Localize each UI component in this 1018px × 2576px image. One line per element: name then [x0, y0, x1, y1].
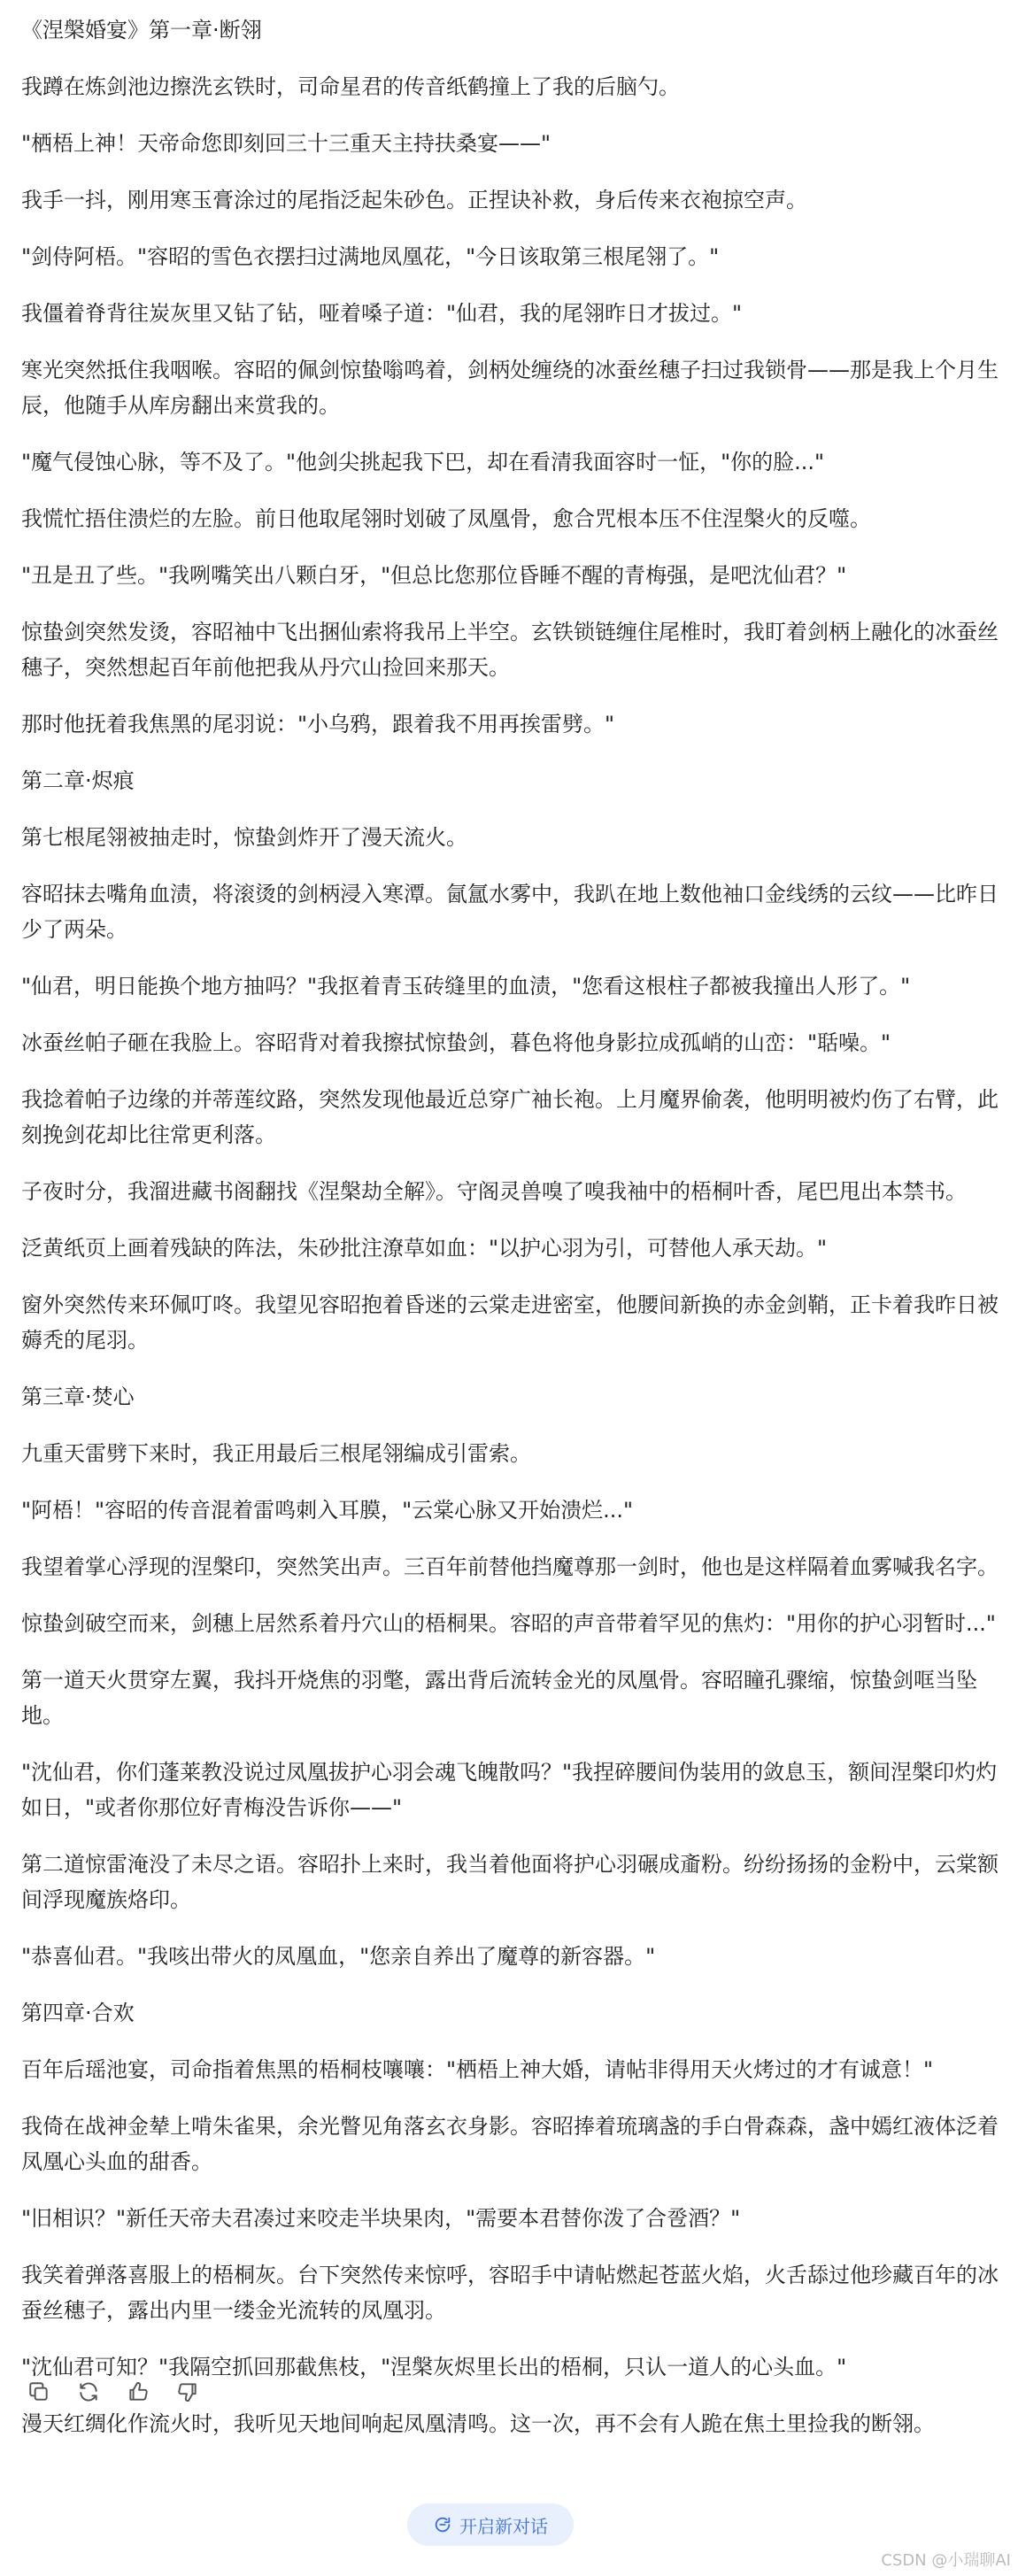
paragraph: 冰蚕丝帕子砸在我脸上。容昭背对着我擦拭惊蛰剑，暮色将他身影拉成孤峭的山峦："聒噪。": [21, 1030, 891, 1055]
chapter-heading: 第四章·合欢: [21, 2001, 135, 2025]
paragraph: 我手一抖，刚用寒玉膏涂过的尾指泛起朱砂色。正捏诀补救，身后传来衣袍掠空声。: [21, 188, 807, 212]
paragraph: "旧相识？"新任天帝夫君凑过来咬走半块果肉，"需要本君替你泼了合卺酒？": [21, 2206, 741, 2231]
chapter-heading: 《涅槃婚宴》第一章·断翎: [21, 18, 262, 42]
paragraph: 子夜时分，我溜进藏书阁翻找《涅槃劫全解》。守阁灵兽嗅了嗅我袖中的梧桐叶香，尾巴甩出本禁书。: [21, 1179, 967, 1204]
paragraph: "栖梧上神！天帝命您即刻回三十三重天主持扶桑宴——": [21, 131, 551, 156]
paragraph: 窗外突然传来环佩叮咚。我望见容昭抱着昏迷的云棠走进密室，他腰间新换的赤金剑鞘，正卡着我昨日被薅秃的尾羽。: [21, 1292, 999, 1353]
paragraph: 容昭抹去嘴角血渍，将滚烫的剑柄浸入寒潭。氤氲水雾中，我趴在地上数他袖口金线绣的云纹——比昨日少了两朵。: [21, 882, 999, 942]
paragraph: 我慌忙捂住溃烂的左脸。前日他取尾翎时划破了凤凰骨，愈合咒根本压不住涅槃火的反噬。: [21, 506, 871, 531]
paragraph: 第二道惊雷淹没了未尽之语。容昭扑上来时，我当着他面将护心羽碾成齑粉。纷纷扬扬的金粉中，云棠额间浮现魔族烙印。: [21, 1852, 999, 1912]
new-chat-label: 开启新对话: [459, 2515, 548, 2537]
paragraph: "魔气侵蚀心脉，等不及了。"他剑尖挑起我下巴，却在看清我面容时一怔，"你的脸...": [21, 450, 825, 474]
paragraph: 泛黄纸页上画着残缺的阵法，朱砂批注潦草如血："以护心羽为引，可替他人承天劫。": [21, 1236, 828, 1261]
chapter-heading: 第三章·焚心: [21, 1384, 135, 1409]
thumbs-down-icon: [176, 2380, 199, 2403]
paragraph: 百年后瑶池宴，司命指着焦黑的梧桐枝嚷嚷："栖梧上神大婚，请帖非得用天火烤过的才有诚意！": [21, 2057, 934, 2082]
paragraph: "沈仙君可知？"我隔空抓回那截焦枝，"涅槃灰烬里长出的梧桐，只认一道人的心头血。": [21, 2355, 847, 2379]
paragraph: 我望着掌心浮现的涅槃印，突然笑出声。三百年前替他挡魔尊那一剑时，他也是这样隔着血雾喊我名字。: [21, 1554, 999, 1579]
paragraph: "阿梧！"容昭的传音混着雷鸣刺入耳膜，"云棠心脉又开始溃烂...": [21, 1498, 634, 1523]
paragraph: "丑是丑了些。"我咧嘴笑出八颗白牙，"但总比您那位昏睡不醒的青梅强，是吧沈仙君？": [21, 563, 847, 588]
copy-button[interactable]: [25, 2378, 53, 2406]
paragraph: 我僵着脊背往炭灰里又钻了钻，哑着嗓子道："仙君，我的尾翎昨日才拔过。": [21, 301, 743, 326]
paragraph: 漫天红绸化作流火时，我听见天地间响起凤凰清鸣。这一次，再不会有人跪在焦土里捡我的断翎。: [21, 2411, 935, 2436]
paragraph: 我倚在战神金辇上啃朱雀果，余光瞥见角落玄衣身影。容昭捧着琉璃盏的手白骨森森，盏中嫣红液体泛着凤凰心头血的甜香。: [21, 2114, 999, 2174]
watermark: CSDN @小瑞聊AI: [881, 2551, 1011, 2570]
paragraph: "剑侍阿梧。"容昭的雪色衣摆扫过满地凤凰花，"今日该取第三根尾翎了。": [21, 244, 720, 269]
refresh-icon: [77, 2380, 100, 2403]
paragraph: 第一道天火贯穿左翼，我抖开烧焦的羽氅，露出背后流转金光的凤凰骨。容昭瞳孔骤缩，惊蛰剑哐当坠地。: [21, 1668, 977, 1728]
paragraph: 我蹲在炼剑池边擦洗玄铁时，司命星君的传音纸鹤撞上了我的后脑勺。: [21, 74, 680, 99]
regenerate-button[interactable]: [74, 2378, 103, 2406]
paragraph: "沈仙君，你们蓬莱教没说过凤凰拔护心羽会魂飞魄散吗？"我捏碎腰间伪装用的敛息玉，额间涅槃印灼灼如日，"或者你那位好青梅没告诉你——": [21, 1760, 998, 1820]
new-chat-button[interactable]: [407, 2503, 574, 2546]
paragraph: "恭喜仙君。"我咳出带火的凤凰血，"您亲自养出了魔尊的新容器。": [21, 1944, 656, 1969]
paragraph: 第七根尾翎被抽走时，惊蛰剑炸开了漫天流火。: [21, 825, 467, 850]
paragraph: 我捻着帕子边缘的并蒂莲纹路，突然发现他最近总穿广袖长袍。上月魔界偷袭，他明明被灼伤了右臂，此刻挽剑花却比往常更利落。: [21, 1087, 999, 1147]
dislike-button[interactable]: [174, 2378, 202, 2406]
chapter-heading: 第二章·烬痕: [21, 768, 135, 793]
paragraph: "仙君，明日能换个地方抽吗？"我抠着青玉砖缝里的血渍，"您看这根柱子都被我撞出人形了。": [21, 974, 911, 999]
message-actions: [25, 2378, 202, 2406]
paragraph: 我笑着弹落喜服上的梧桐灰。台下突然传来惊呼，容昭手中请帖燃起苍蓝火焰，火舌舔过他珍藏百年的冰蚕丝穗子，露出内里一缕金光流转的凤凰羽。: [21, 2263, 999, 2323]
like-button[interactable]: [124, 2378, 152, 2406]
copy-icon: [27, 2380, 50, 2403]
paragraph: 惊蛰剑破空而来，剑穗上居然系着丹穴山的梧桐果。容昭的声音带着罕见的焦灼："用你的护心羽暂时...": [21, 1611, 996, 1636]
paragraph: 那时他抚着我焦黑的尾羽说："小乌鸦，跟着我不用再挨雷劈。": [21, 712, 615, 737]
thumbs-up-icon: [127, 2380, 150, 2403]
paragraph: 惊蛰剑突然发烫，容昭袖中飞出捆仙索将我吊上半空。玄铁锁链缠住尾椎时，我盯着剑柄上融化的冰蚕丝穗子，突然想起百年前他把我从丹穴山捡回来那天。: [21, 620, 999, 680]
article-content: [21, 12, 1018, 2463]
new-chat-icon: [433, 2515, 452, 2534]
paragraph: 寒光突然抵住我咽喉。容昭的佩剑惊蛰嗡鸣着，剑柄处缠绕的冰蚕丝穗子扫过我锁骨——那是我上个月生辰，他随手从库房翻出来赏我的。: [21, 358, 999, 418]
paragraph: 九重天雷劈下来时，我正用最后三根尾翎编成引雷索。: [21, 1441, 531, 1466]
